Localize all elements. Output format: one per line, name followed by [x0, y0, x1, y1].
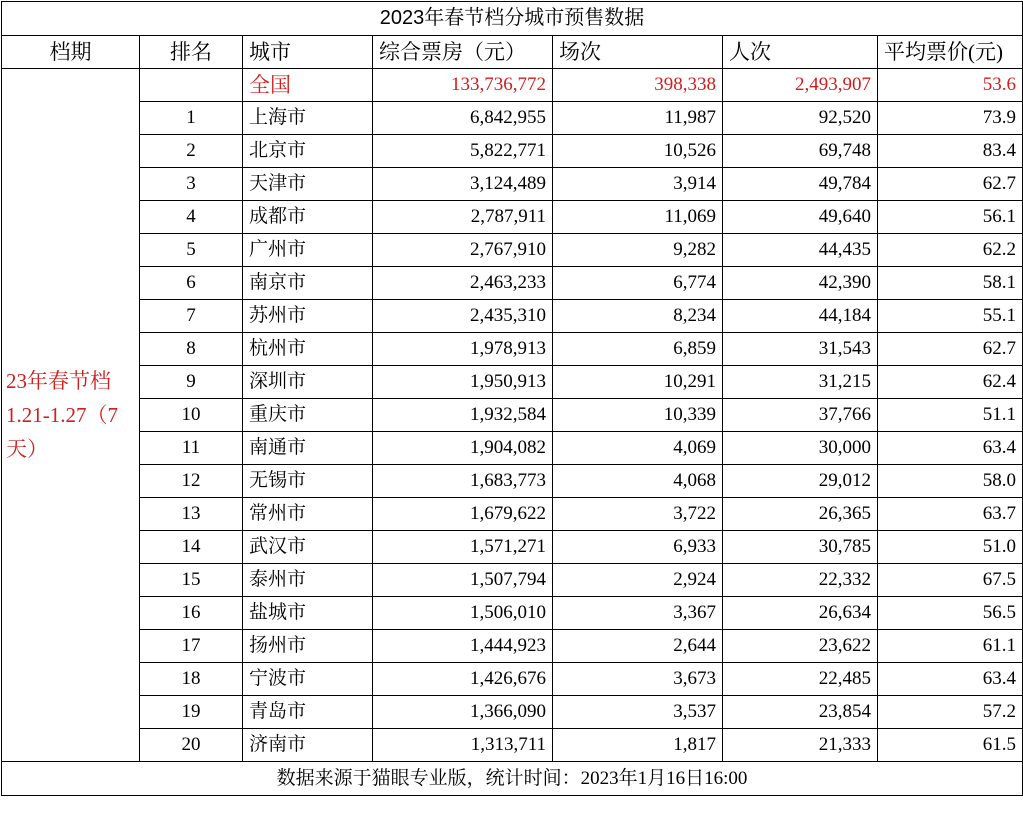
column-header-rank: 排名 — [140, 36, 243, 69]
admissions-cell: 26,634 — [723, 597, 878, 630]
avg-price-cell: 56.5 — [878, 597, 1023, 630]
box-office-cell: 2,767,910 — [373, 234, 553, 267]
box-office-cell: 2,463,233 — [373, 267, 553, 300]
title-row — [2, 2, 1023, 36]
shows-cell: 3,914 — [553, 168, 723, 201]
shows-cell: 4,068 — [553, 465, 723, 498]
city-cell: 扬州市 — [243, 630, 373, 663]
rank-cell: 2 — [140, 135, 243, 168]
admissions-cell: 30,000 — [723, 432, 878, 465]
total-admissions: 2,493,907 — [723, 69, 878, 102]
column-header-period: 档期 — [2, 36, 140, 69]
table-row — [2, 168, 1023, 201]
admissions-cell: 44,184 — [723, 300, 878, 333]
box-office-cell: 5,822,771 — [373, 135, 553, 168]
total-shows: 398,338 — [553, 69, 723, 102]
city-cell: 南京市 — [243, 267, 373, 300]
box-office-cell: 2,787,911 — [373, 201, 553, 234]
rank-cell: 6 — [140, 267, 243, 300]
city-cell: 北京市 — [243, 135, 373, 168]
rank-cell: 16 — [140, 597, 243, 630]
shows-cell: 10,291 — [553, 366, 723, 399]
avg-price-cell: 61.5 — [878, 729, 1023, 762]
admissions-cell: 29,012 — [723, 465, 878, 498]
shows-cell: 10,339 — [553, 399, 723, 432]
shows-cell: 11,069 — [553, 201, 723, 234]
table-row — [2, 234, 1023, 267]
table-row — [2, 399, 1023, 432]
total-city: 全国 — [243, 69, 373, 102]
box-office-cell: 1,683,773 — [373, 465, 553, 498]
shows-cell: 6,774 — [553, 267, 723, 300]
rank-cell: 20 — [140, 729, 243, 762]
avg-price-cell: 62.4 — [878, 366, 1023, 399]
rank-cell: 9 — [140, 366, 243, 399]
shows-cell: 6,859 — [553, 333, 723, 366]
table-row — [2, 564, 1023, 597]
admissions-cell: 30,785 — [723, 531, 878, 564]
admissions-cell: 22,485 — [723, 663, 878, 696]
city-cell: 武汉市 — [243, 531, 373, 564]
admissions-cell: 42,390 — [723, 267, 878, 300]
box-office-cell: 6,842,955 — [373, 102, 553, 135]
shows-cell: 9,282 — [553, 234, 723, 267]
rank-cell: 18 — [140, 663, 243, 696]
data-source-note: 数据来源于猫眼专业版，统计时间：2023年1月16日16:00 — [2, 762, 1023, 796]
table-row — [2, 465, 1023, 498]
shows-cell: 10,526 — [553, 135, 723, 168]
shows-cell: 1,817 — [553, 729, 723, 762]
avg-price-cell: 83.4 — [878, 135, 1023, 168]
box-office-cell: 1,571,271 — [373, 531, 553, 564]
table-row — [2, 432, 1023, 465]
avg-price-cell: 51.0 — [878, 531, 1023, 564]
admissions-cell: 49,640 — [723, 201, 878, 234]
rank-cell: 10 — [140, 399, 243, 432]
column-header-admissions: 人次 — [723, 36, 878, 69]
table-row — [2, 597, 1023, 630]
shows-cell: 8,234 — [553, 300, 723, 333]
admissions-cell: 31,215 — [723, 366, 878, 399]
table-row — [2, 300, 1023, 333]
admissions-cell: 37,766 — [723, 399, 878, 432]
total-rank — [140, 69, 243, 102]
table-row — [2, 201, 1023, 234]
rank-cell: 1 — [140, 102, 243, 135]
shows-cell: 3,367 — [553, 597, 723, 630]
avg-price-cell: 58.1 — [878, 267, 1023, 300]
admissions-cell: 69,748 — [723, 135, 878, 168]
column-header-box-office: 综合票房（元） — [373, 36, 553, 69]
admissions-cell: 23,622 — [723, 630, 878, 663]
city-cell: 深圳市 — [243, 366, 373, 399]
avg-price-cell: 67.5 — [878, 564, 1023, 597]
box-office-cell: 1,506,010 — [373, 597, 553, 630]
box-office-cell: 1,932,584 — [373, 399, 553, 432]
avg-price-cell: 63.7 — [878, 498, 1023, 531]
admissions-cell: 22,332 — [723, 564, 878, 597]
city-cell: 苏州市 — [243, 300, 373, 333]
box-office-cell: 1,313,711 — [373, 729, 553, 762]
city-cell: 广州市 — [243, 234, 373, 267]
admissions-cell: 31,543 — [723, 333, 878, 366]
avg-price-cell: 62.7 — [878, 168, 1023, 201]
city-cell: 青岛市 — [243, 696, 373, 729]
period-cell: 23年春节档1.21-1.27（7天） — [2, 69, 140, 762]
column-header-city: 城市 — [243, 36, 373, 69]
table-row — [2, 696, 1023, 729]
table-row — [2, 135, 1023, 168]
header-row — [2, 36, 1023, 69]
table-row — [2, 630, 1023, 663]
shows-cell: 3,537 — [553, 696, 723, 729]
city-cell: 杭州市 — [243, 333, 373, 366]
total-row — [2, 69, 1023, 102]
rank-cell: 15 — [140, 564, 243, 597]
table-row — [2, 267, 1023, 300]
city-cell: 南通市 — [243, 432, 373, 465]
footer-row — [2, 762, 1023, 796]
rank-cell: 17 — [140, 630, 243, 663]
shows-cell: 2,924 — [553, 564, 723, 597]
table-row — [2, 531, 1023, 564]
rank-cell: 12 — [140, 465, 243, 498]
rank-cell: 11 — [140, 432, 243, 465]
table-title: 2023年春节档分城市预售数据 — [2, 2, 1023, 36]
column-header-avg-price: 平均票价(元) — [878, 36, 1023, 69]
city-cell: 宁波市 — [243, 663, 373, 696]
box-office-cell: 1,978,913 — [373, 333, 553, 366]
admissions-cell: 21,333 — [723, 729, 878, 762]
box-office-cell: 1,950,913 — [373, 366, 553, 399]
avg-price-cell: 62.7 — [878, 333, 1023, 366]
admissions-cell: 44,435 — [723, 234, 878, 267]
table-row — [2, 333, 1023, 366]
city-cell: 天津市 — [243, 168, 373, 201]
avg-price-cell: 51.1 — [878, 399, 1023, 432]
city-cell: 济南市 — [243, 729, 373, 762]
rank-cell: 14 — [140, 531, 243, 564]
rank-cell: 5 — [140, 234, 243, 267]
box-office-cell: 1,426,676 — [373, 663, 553, 696]
avg-price-cell: 63.4 — [878, 663, 1023, 696]
avg-price-cell: 62.2 — [878, 234, 1023, 267]
admissions-cell: 23,854 — [723, 696, 878, 729]
box-office-cell: 1,507,794 — [373, 564, 553, 597]
box-office-cell: 1,904,082 — [373, 432, 553, 465]
avg-price-cell: 63.4 — [878, 432, 1023, 465]
shows-cell: 4,069 — [553, 432, 723, 465]
box-office-cell: 3,124,489 — [373, 168, 553, 201]
shows-cell: 2,644 — [553, 630, 723, 663]
table-row — [2, 498, 1023, 531]
box-office-cell: 1,366,090 — [373, 696, 553, 729]
rank-cell: 4 — [140, 201, 243, 234]
city-cell: 盐城市 — [243, 597, 373, 630]
avg-price-cell: 61.1 — [878, 630, 1023, 663]
avg-price-cell: 73.9 — [878, 102, 1023, 135]
rank-cell: 8 — [140, 333, 243, 366]
shows-cell: 6,933 — [553, 531, 723, 564]
table-row — [2, 729, 1023, 762]
avg-price-cell: 57.2 — [878, 696, 1023, 729]
shows-cell: 3,673 — [553, 663, 723, 696]
table-row — [2, 366, 1023, 399]
shows-cell: 11,987 — [553, 102, 723, 135]
city-cell: 重庆市 — [243, 399, 373, 432]
shows-cell: 3,722 — [553, 498, 723, 531]
box-office-cell: 2,435,310 — [373, 300, 553, 333]
admissions-cell: 26,365 — [723, 498, 878, 531]
rank-cell: 13 — [140, 498, 243, 531]
avg-price-cell: 55.1 — [878, 300, 1023, 333]
admissions-cell: 49,784 — [723, 168, 878, 201]
city-cell: 成都市 — [243, 201, 373, 234]
table-row — [2, 663, 1023, 696]
rank-cell: 19 — [140, 696, 243, 729]
city-cell: 无锡市 — [243, 465, 373, 498]
total-box-office: 133,736,772 — [373, 69, 553, 102]
city-cell: 上海市 — [243, 102, 373, 135]
box-office-cell: 1,679,622 — [373, 498, 553, 531]
avg-price-cell: 56.1 — [878, 201, 1023, 234]
city-cell: 泰州市 — [243, 564, 373, 597]
total-avg-price: 53.6 — [878, 69, 1023, 102]
column-header-shows: 场次 — [553, 36, 723, 69]
city-cell: 常州市 — [243, 498, 373, 531]
rank-cell: 3 — [140, 168, 243, 201]
box-office-cell: 1,444,923 — [373, 630, 553, 663]
presale-table — [1, 1, 1023, 796]
rank-cell: 7 — [140, 300, 243, 333]
table-row — [2, 102, 1023, 135]
avg-price-cell: 58.0 — [878, 465, 1023, 498]
admissions-cell: 92,520 — [723, 102, 878, 135]
